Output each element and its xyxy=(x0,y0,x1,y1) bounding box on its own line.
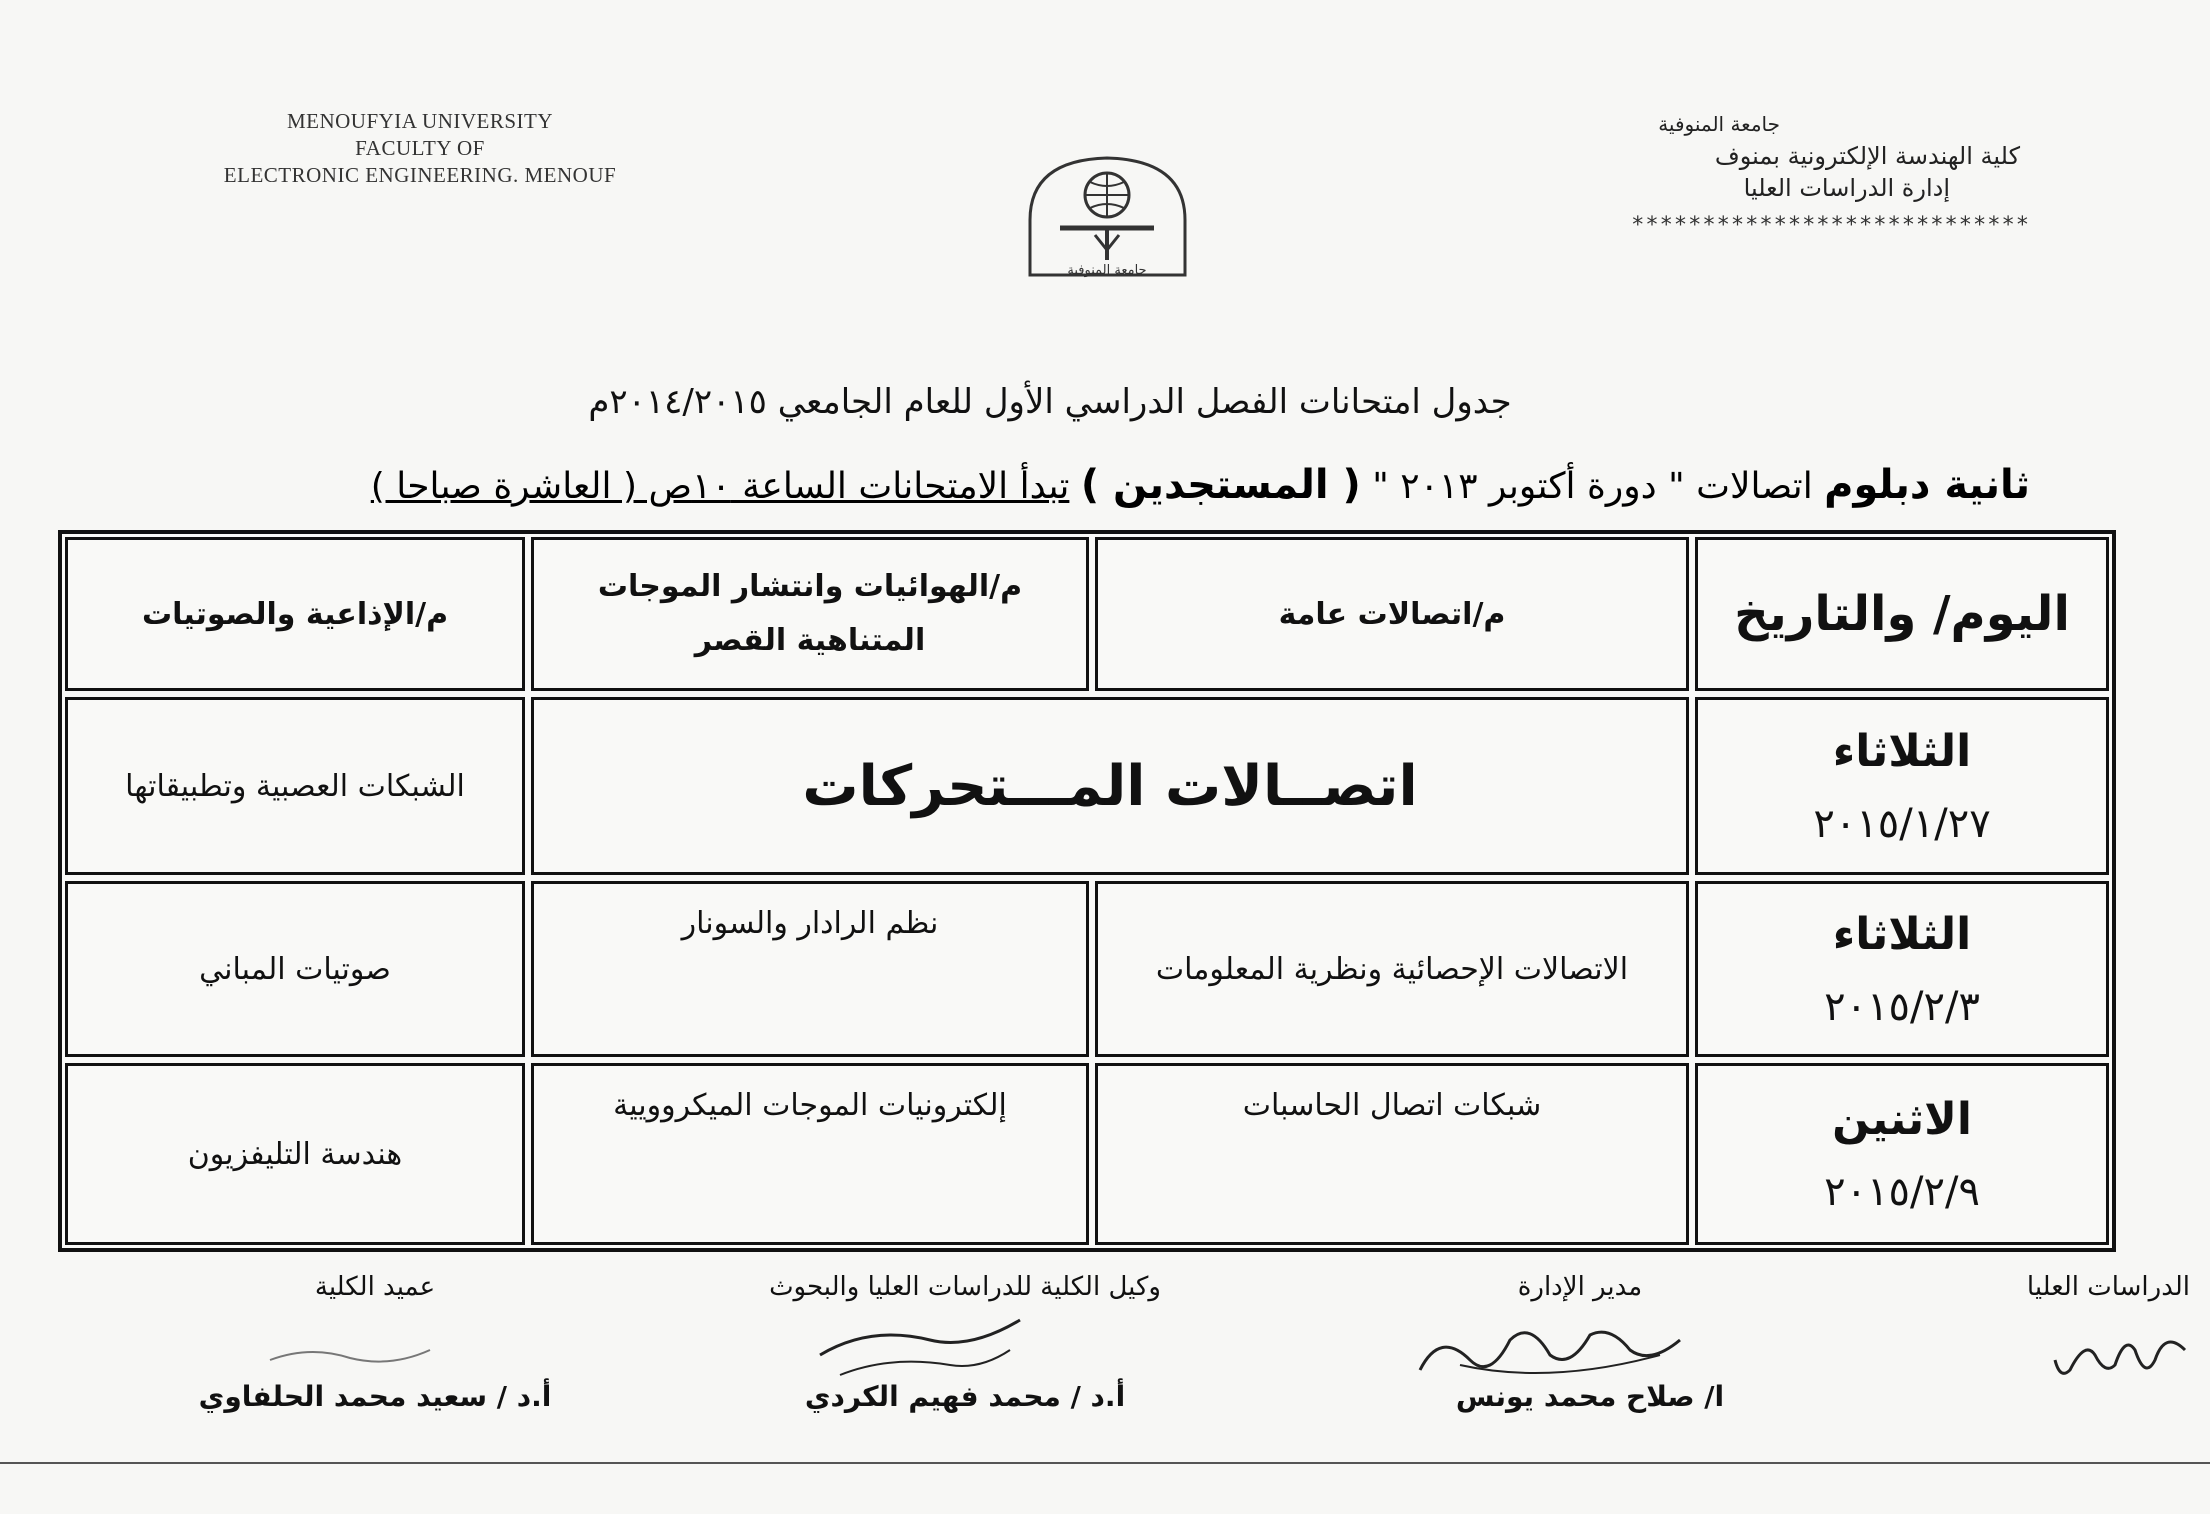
bottom-rule xyxy=(0,1462,2210,1464)
subtitle-level: ثانية دبلوم xyxy=(1824,462,2030,508)
schedule-subtitle xyxy=(160,462,2030,508)
header-en-line3: ELECTRONIC ENGINEERING. MENOUF xyxy=(223,163,617,187)
grad-studies-title: الدراسات العليا xyxy=(2026,1272,2190,1302)
grad-studies-signature xyxy=(2045,1320,2195,1390)
header-ar-line2: كلية الهندسة الإلكترونية بمنوف xyxy=(1714,142,2020,170)
signature-grad-studies xyxy=(2027,1272,2190,1302)
header-col2 xyxy=(531,537,1089,691)
header-col3: م/الإذاعية والصوتيات xyxy=(65,537,525,691)
header-en-line2: FACULTY OF xyxy=(355,136,485,160)
subtitle-cohort: ( المستجدين ) xyxy=(1080,462,1361,508)
schedule-title: جدول امتحانات الفصل الدراسي الأول للعام الجامعي ٢٠١٤/٢٠١٥م xyxy=(588,382,1512,422)
subtitle-start-time: تبدأ الامتحانات الساعة ١٠ص ( العاشرة صباحا ) xyxy=(370,466,1070,507)
header-arabic xyxy=(1560,108,2030,242)
logo-caption: جامعة المنوفية xyxy=(1067,263,1147,278)
vice-dean-name: أ.د / محمد فهيم الكردي xyxy=(804,1380,1126,1413)
row1-day-name: الثلاثاء xyxy=(1832,725,1972,777)
row3-col2: إلكترونيات الموجات الميكروويية xyxy=(531,1063,1089,1245)
admin-director-name: ا/ صلاح محمد يونس xyxy=(1455,1380,1725,1413)
row2-col3: صوتيات المباني xyxy=(65,881,525,1057)
exam-schedule-table xyxy=(58,530,2116,1252)
header-col2-line2: المتناهية القصر xyxy=(694,623,926,658)
dean-title: عميد الكلية xyxy=(314,1272,436,1302)
vice-dean-name-block xyxy=(730,1380,1200,1413)
row2-date: ٢٠١٥/٢/٣ xyxy=(1824,983,1980,1030)
row2-day xyxy=(1695,881,2109,1057)
row3-date: ٢٠١٥/٢/٩ xyxy=(1824,1168,1980,1215)
row3-day xyxy=(1695,1063,2109,1245)
header-ar-line1: جامعة المنوفية xyxy=(1658,112,1780,136)
row1-col3: الشبكات العصبية وتطبيقاتها xyxy=(65,697,525,875)
row1-day xyxy=(1695,697,2109,875)
subtitle-program: اتصالات " دورة أكتوبر ٢٠١٣ " xyxy=(1372,466,1813,507)
university-logo xyxy=(1020,150,1195,285)
header-ar-stars: **************************** xyxy=(1631,213,2030,238)
row3-col1: شبكات اتصال الحاسبات xyxy=(1095,1063,1689,1245)
row2-col1: الاتصالات الإحصائية ونظرية المعلومات xyxy=(1095,881,1689,1057)
header-col2-line1: م/الهوائيات وانتشار الموجات xyxy=(597,569,1023,604)
dean-stamp xyxy=(250,1320,450,1380)
signature-admin-director xyxy=(1390,1272,1770,1302)
row2-day-name: الثلاثاء xyxy=(1832,908,1972,960)
row3-day-name: الاثنين xyxy=(1832,1093,1972,1145)
dean-name: أ.د / سعيد محمد الحلفاوي xyxy=(198,1380,552,1413)
row2-col2: نظم الرادار والسونار xyxy=(531,881,1089,1057)
header-en-line1: MENOUFYIA UNIVERSITY xyxy=(286,109,554,133)
vice-dean-signature xyxy=(810,1305,1030,1380)
header-col1: م/اتصالات عامة xyxy=(1095,537,1689,691)
signature-dean xyxy=(160,1272,590,1302)
admin-director-signature xyxy=(1400,1310,1700,1390)
row3-col3: هندسة التليفزيون xyxy=(65,1063,525,1245)
admin-director-name-block xyxy=(1400,1380,1780,1413)
header-english xyxy=(170,108,670,189)
row1-merged: اتصــالات المـــتحركات xyxy=(531,697,1689,875)
row1-date: ٢٠١٥/١/٢٧ xyxy=(1813,800,1991,847)
dean-name-block xyxy=(160,1380,590,1413)
vice-dean-title: وكيل الكلية للدراسات العليا والبحوث xyxy=(769,1272,1161,1302)
admin-director-title: مدير الإدارة xyxy=(1517,1272,1643,1302)
header-day: اليوم/ والتاريخ xyxy=(1695,537,2109,691)
signature-vice-dean xyxy=(730,1272,1200,1302)
header-ar-line3: إدارة الدراسات العليا xyxy=(1743,174,1950,202)
